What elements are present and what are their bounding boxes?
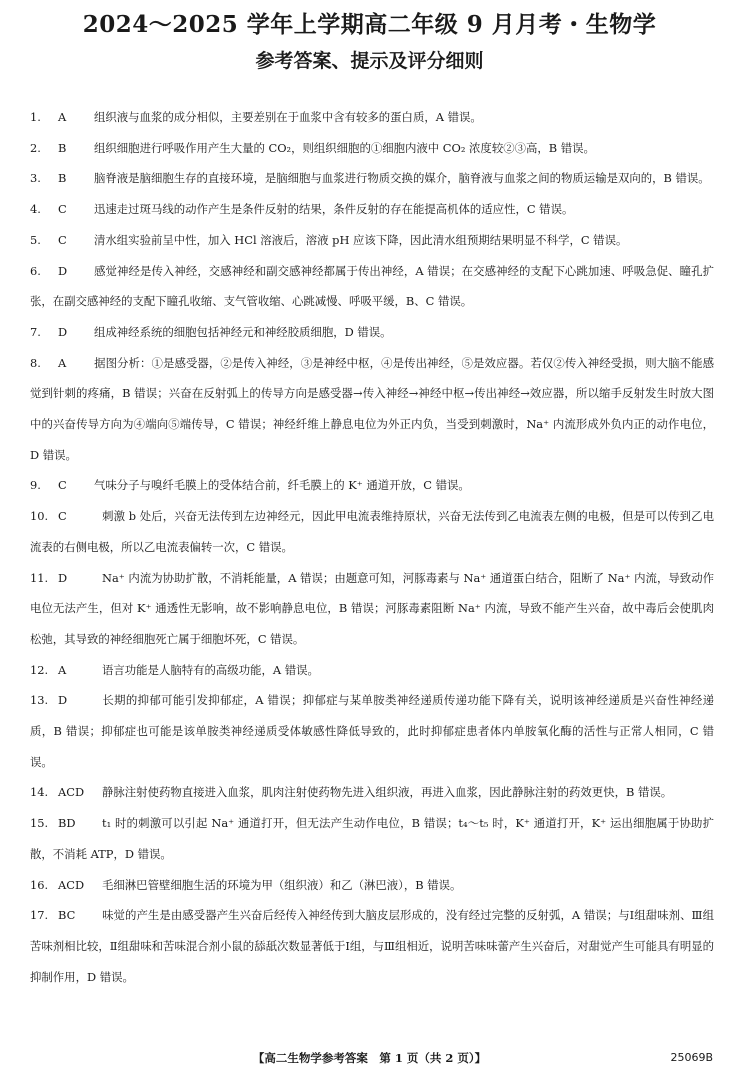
answer-item <box>30 133 714 164</box>
answer-key: A <box>58 355 67 370</box>
question-number: 8. <box>30 355 41 370</box>
question-number: 7. <box>30 324 41 339</box>
answer-item <box>30 563 714 655</box>
question-number: 15. <box>30 816 49 831</box>
answer-list <box>30 102 714 992</box>
answer-key: ACD <box>58 785 85 800</box>
question-number: 16. <box>30 877 49 892</box>
answer-item <box>30 102 714 133</box>
answer-explanation: 长期的抑郁可能引发抑郁症，A 错误；抑郁症与某单胺类神经递质传递功能下降有关，说明该神经递质是兴奋性神经递质，B 错误；抑郁症也可能是该单胺类神经递质受体敏感性降低导致的，此时抑郁症患者体内单胺氧化酶的活性与正常人相同，C 错误。 <box>30 693 714 769</box>
question-number: 6. <box>30 263 41 278</box>
page-title: 2024～2025 学年上学期高二年级 9 月月考・生物学 <box>82 11 657 38</box>
answer-explanation: 感觉神经是传入神经，交感神经和副交感神经都属于传出神经，A 错误；在交感神经的支配下心跳加速、呼吸急促、瞳孔扩张，在副交感神经的支配下瞳孔收缩、支气管收缩、心跳减慢、呼吸平缓，B、C 错误。 <box>30 263 714 309</box>
question-number: 11. <box>30 570 49 585</box>
answer-item <box>30 256 714 317</box>
answer-key: A <box>58 662 67 677</box>
question-number: 12. <box>30 662 49 677</box>
answer-explanation: 组织细胞进行呼吸作用产生大量的 CO₂，则组织细胞的①细胞内液中 CO₂ 浓度较②③高，B 错误。 <box>94 140 595 155</box>
answer-explanation: 刺激 b 处后，兴奋无法传到左边神经元，因此甲电流表维持原状，兴奋无法传到乙电流表左侧的电极，但是可以传到乙电流表的右侧电极，所以乙电流表偏转一次，C 错误。 <box>30 509 714 554</box>
answer-key: C <box>58 478 67 493</box>
answer-item <box>30 317 714 348</box>
question-number: 9. <box>30 478 41 493</box>
answer-explanation: 迅速走过斑马线的动作产生是条件反射的结果，条件反射的存在能提高机体的适应性，C 错误。 <box>94 202 574 217</box>
answer-explanation: 组织液与血浆的成分相似，主要差别在于血浆中含有较多的蛋白质，A 错误。 <box>94 110 482 124</box>
page-footer: 【高二生物学参考答案 第 1 页（共 2 页）】 <box>252 1051 487 1065</box>
answer-key: D <box>58 693 68 708</box>
answer-item <box>30 501 714 562</box>
answer-item <box>30 470 714 501</box>
answer-explanation: 清水组实验前呈中性，加入 HCl 溶液后，溶液 pH 应该下降，因此清水组预期结果明显不科学，C 错误。 <box>94 232 628 247</box>
question-number: 13. <box>30 693 49 708</box>
answer-key: D <box>58 324 68 339</box>
answer-item <box>30 685 714 777</box>
answer-item <box>30 348 714 471</box>
answer-explanation: 语言功能是人脑特有的高级功能，A 错误。 <box>102 662 319 677</box>
answer-item <box>30 870 714 901</box>
answer-explanation: 味觉的产生是由感受器产生兴奋后经传入神经传到大脑皮层形成的，没有经过完整的反射弧，A 错误；与Ⅰ组甜味剂、Ⅲ组苦味剂相比较，Ⅱ组甜味和苦味混合剂小鼠的舔舐次数显著低于Ⅰ组，与Ⅲ组相近，说明苦味味蕾产生兴奋后，对甜觉产生可能具有明显的抑制作用，D 错误。 <box>30 908 714 984</box>
answer-key: B <box>58 140 67 155</box>
answer-explanation: Na⁺ 内流为协助扩散，不消耗能量，A 错误；由题意可知，河豚毒素与 Na⁺ 通道蛋白结合，阻断了 Na⁺ 内流，导致动作电位无法产生，但对 K⁺ 通透性无影响，故不影响静息电位，B 错误；河豚毒素阻断 Na⁺ 内流，导致不能产生兴奋，故中毒后会使肌肉松弛，其导致的神经细胞死亡属于细胞坏死，C 错误。 <box>30 570 714 646</box>
answer-key: BD <box>58 816 76 831</box>
question-number: 5. <box>30 232 41 247</box>
answer-item <box>30 900 714 992</box>
page-subtitle: 参考答案、提示及评分细则 <box>255 50 484 72</box>
answer-key: D <box>58 570 68 585</box>
answer-key: ACD <box>58 877 85 892</box>
answer-explanation: 静脉注射使药物直接进入血浆，肌肉注射使药物先进入组织液，再进入血浆，因此静脉注射的药效更快，B 错误。 <box>102 785 673 800</box>
answer-key: B <box>58 171 67 186</box>
answer-item <box>30 225 714 256</box>
answer-explanation: 毛细淋巴管壁细胞生活的环境为甲（组织液）和乙（淋巴液），B 错误。 <box>102 877 462 892</box>
answer-item <box>30 194 714 225</box>
answer-item <box>30 163 714 194</box>
question-number: 2. <box>30 140 41 155</box>
answer-explanation: 脑脊液是脑细胞生存的直接环境，是脑细胞与血浆进行物质交换的媒介，脑脊液与血浆之间的物质运输是双向的，B 错误。 <box>94 171 710 186</box>
answer-item <box>30 655 714 686</box>
answer-key: C <box>58 232 67 247</box>
answer-item <box>30 808 714 869</box>
question-number: 14. <box>30 785 49 800</box>
document-code: 25069B <box>670 1051 713 1064</box>
answer-explanation: 据图分析：①是感受器，②是传入神经，③是神经中枢，④是传出神经，⑤是效应器。若仅②传入神经受损，则大脑不能感觉到针刺的疼痛，B 错误；兴奋在反射弧上的传导方向是感受器→传入神经→神经中枢→传出神经→效应器，所以缩手反射发生时放大图中的兴奋传导方向为④端向⑤端传导，C 错误；神经纤维上静息电位为外正内负，当受到刺激时，Na⁺ 内流形成外负内正的动作电位，D 错误。 <box>30 355 714 462</box>
answer-key: D <box>58 263 68 278</box>
answer-key: BC <box>58 908 76 923</box>
answer-key: A <box>58 110 67 124</box>
question-number: 4. <box>30 202 41 217</box>
answer-key: C <box>58 202 67 217</box>
answer-key: C <box>58 509 67 524</box>
question-number: 1. <box>30 110 41 124</box>
question-number: 3. <box>30 171 41 186</box>
answer-item <box>30 777 714 808</box>
question-number: 10. <box>30 509 49 524</box>
answer-explanation: 气味分子与嗅纤毛膜上的受体结合前，纤毛膜上的 K⁺ 通道开放，C 错误。 <box>94 478 470 493</box>
question-number: 17. <box>30 908 49 923</box>
answer-explanation: 组成神经系统的细胞包括神经元和神经胶质细胞，D 错误。 <box>94 324 392 339</box>
answer-explanation: t₁ 时的刺激可以引起 Na⁺ 通道打开，但无法产生动作电位，B 错误；t₄～t₅ 时，K⁺ 通道打开，K⁺ 运出细胞属于协助扩散，不消耗 ATP，D 错误。 <box>30 816 714 861</box>
